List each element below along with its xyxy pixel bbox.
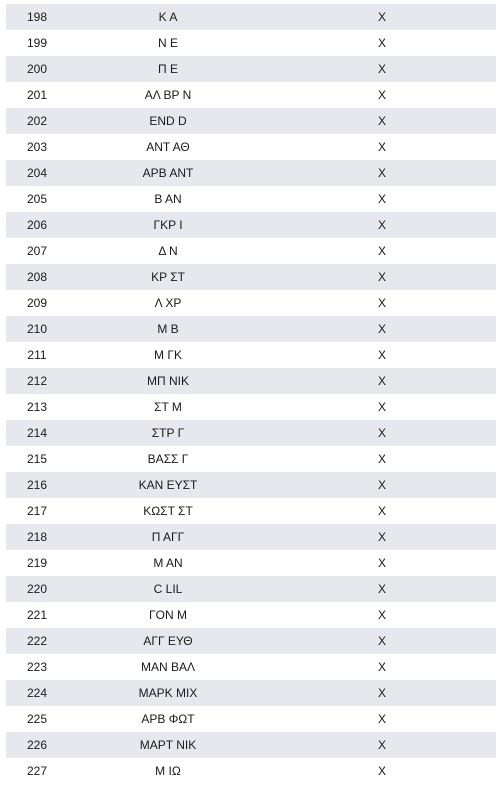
mark-cell[interactable]: X [268, 576, 496, 602]
name-cell[interactable]: ΜΑΝ ΒΑΛ [68, 654, 268, 680]
name-cell[interactable]: Λ ΧΡ [68, 290, 268, 316]
row-number-cell[interactable]: 208 [6, 264, 68, 290]
name-cell[interactable]: Μ ΙΩ [68, 758, 268, 784]
row-number-cell[interactable]: 199 [6, 30, 68, 56]
name-cell[interactable]: ΓΚΡ Ι [68, 212, 268, 238]
name-cell[interactable]: ΣΤΡ Γ [68, 420, 268, 446]
table-row [6, 602, 496, 628]
mark-cell[interactable]: X [268, 82, 496, 108]
table-row [6, 134, 496, 160]
mark-cell[interactable]: X [268, 472, 496, 498]
name-cell[interactable]: ΚΩΣΤ ΣΤ [68, 498, 268, 524]
row-number-cell[interactable]: 210 [6, 316, 68, 342]
row-number-cell[interactable]: 212 [6, 368, 68, 394]
mark-cell[interactable]: X [268, 316, 496, 342]
row-number-cell[interactable]: 205 [6, 186, 68, 212]
name-cell[interactable]: END D [68, 108, 268, 134]
table-row [6, 758, 496, 784]
name-cell[interactable]: Π ΑΓΓ [68, 524, 268, 550]
row-number-cell[interactable]: 216 [6, 472, 68, 498]
row-number-cell[interactable]: 220 [6, 576, 68, 602]
name-cell[interactable]: ΚΑΝ ΕΥΣΤ [68, 472, 268, 498]
name-cell[interactable]: ΜΑΡΚ ΜΙΧ [68, 680, 268, 706]
mark-cell[interactable]: X [268, 680, 496, 706]
mark-cell[interactable]: X [268, 732, 496, 758]
mark-cell[interactable]: X [268, 238, 496, 264]
row-number-cell[interactable]: 209 [6, 290, 68, 316]
mark-cell[interactable]: X [268, 654, 496, 680]
name-cell[interactable]: Μ ΑΝ [68, 550, 268, 576]
mark-cell[interactable]: X [268, 758, 496, 784]
mark-cell[interactable]: X [268, 420, 496, 446]
table-row [6, 160, 496, 186]
row-number-cell[interactable]: 206 [6, 212, 68, 238]
row-number-cell[interactable]: 219 [6, 550, 68, 576]
name-cell[interactable]: C LIL [68, 576, 268, 602]
name-cell[interactable]: ΑΡΒ ΦΩΤ [68, 706, 268, 732]
row-number-cell[interactable]: 221 [6, 602, 68, 628]
table-row [6, 394, 496, 420]
table-row [6, 576, 496, 602]
table-row [6, 680, 496, 706]
mark-cell[interactable]: X [268, 602, 496, 628]
table-row [6, 238, 496, 264]
mark-cell[interactable]: X [268, 394, 496, 420]
name-cell[interactable]: Ν Ε [68, 30, 268, 56]
mark-cell[interactable]: X [268, 212, 496, 238]
mark-cell[interactable]: X [268, 108, 496, 134]
table-row [6, 706, 496, 732]
row-number-cell[interactable]: 224 [6, 680, 68, 706]
mark-cell[interactable]: X [268, 134, 496, 160]
name-cell[interactable]: Β ΑΝ [68, 186, 268, 212]
name-cell[interactable]: Κ Α [68, 4, 268, 30]
row-number-cell[interactable]: 217 [6, 498, 68, 524]
row-number-cell[interactable]: 223 [6, 654, 68, 680]
name-cell[interactable]: Μ ΓΚ [68, 342, 268, 368]
table-row [6, 342, 496, 368]
table-row [6, 550, 496, 576]
mark-cell[interactable]: X [268, 186, 496, 212]
table-row [6, 56, 496, 82]
row-number-cell[interactable]: 202 [6, 108, 68, 134]
mark-cell[interactable]: X [268, 160, 496, 186]
row-number-cell[interactable]: 215 [6, 446, 68, 472]
mark-cell[interactable]: X [268, 446, 496, 472]
data-table [6, 4, 496, 784]
mark-cell[interactable]: X [268, 368, 496, 394]
name-cell[interactable]: ΑΛ ΒΡ Ν [68, 82, 268, 108]
table-row [6, 420, 496, 446]
name-cell[interactable]: ΓΟΝ Μ [68, 602, 268, 628]
name-cell[interactable]: ΑΝΤ ΑΘ [68, 134, 268, 160]
table-row [6, 498, 496, 524]
table-body [6, 4, 496, 784]
table-row [6, 628, 496, 654]
mark-cell[interactable]: X [268, 498, 496, 524]
name-cell[interactable]: ΜΠ ΝΙΚ [68, 368, 268, 394]
table-row [6, 212, 496, 238]
mark-cell[interactable]: X [268, 290, 496, 316]
row-number-cell[interactable]: 211 [6, 342, 68, 368]
mark-cell[interactable]: X [268, 524, 496, 550]
row-number-cell[interactable]: 200 [6, 56, 68, 82]
name-cell[interactable]: ΣΤ Μ [68, 394, 268, 420]
mark-cell[interactable]: X [268, 706, 496, 732]
name-cell[interactable]: Δ Ν [68, 238, 268, 264]
table-row [6, 446, 496, 472]
table-row [6, 30, 496, 56]
name-cell[interactable]: ΑΓΓ ΕΥΘ [68, 628, 268, 654]
mark-cell[interactable]: X [268, 628, 496, 654]
table-row [6, 732, 496, 758]
mark-cell[interactable]: X [268, 56, 496, 82]
name-cell[interactable]: Μ Β [68, 316, 268, 342]
row-number-cell[interactable]: 198 [6, 4, 68, 30]
row-number-cell[interactable]: 226 [6, 732, 68, 758]
table-row [6, 108, 496, 134]
spreadsheet-table [6, 4, 496, 784]
table-row [6, 290, 496, 316]
table-row [6, 524, 496, 550]
row-number-cell[interactable]: 203 [6, 134, 68, 160]
row-number-cell[interactable]: 218 [6, 524, 68, 550]
table-row [6, 82, 496, 108]
name-cell[interactable]: ΑΡΒ ΑΝΤ [68, 160, 268, 186]
table-row [6, 316, 496, 342]
mark-cell[interactable]: X [268, 30, 496, 56]
name-cell[interactable]: ΒΑΣΣ Γ [68, 446, 268, 472]
row-number-cell[interactable]: 213 [6, 394, 68, 420]
mark-cell[interactable]: X [268, 264, 496, 290]
table-row [6, 186, 496, 212]
table-row [6, 654, 496, 680]
row-number-cell[interactable]: 227 [6, 758, 68, 784]
row-number-cell[interactable]: 204 [6, 160, 68, 186]
row-number-cell[interactable]: 214 [6, 420, 68, 446]
row-number-cell[interactable]: 222 [6, 628, 68, 654]
mark-cell[interactable]: X [268, 342, 496, 368]
row-number-cell[interactable]: 207 [6, 238, 68, 264]
name-cell[interactable]: Π Ε [68, 56, 268, 82]
mark-cell[interactable]: X [268, 4, 496, 30]
table-row [6, 264, 496, 290]
table-row [6, 4, 496, 30]
table-row [6, 368, 496, 394]
row-number-cell[interactable]: 225 [6, 706, 68, 732]
name-cell[interactable]: ΚΡ ΣΤ [68, 264, 268, 290]
name-cell[interactable]: ΜΑΡΤ ΝΙΚ [68, 732, 268, 758]
table-row [6, 472, 496, 498]
mark-cell[interactable]: X [268, 550, 496, 576]
row-number-cell[interactable]: 201 [6, 82, 68, 108]
